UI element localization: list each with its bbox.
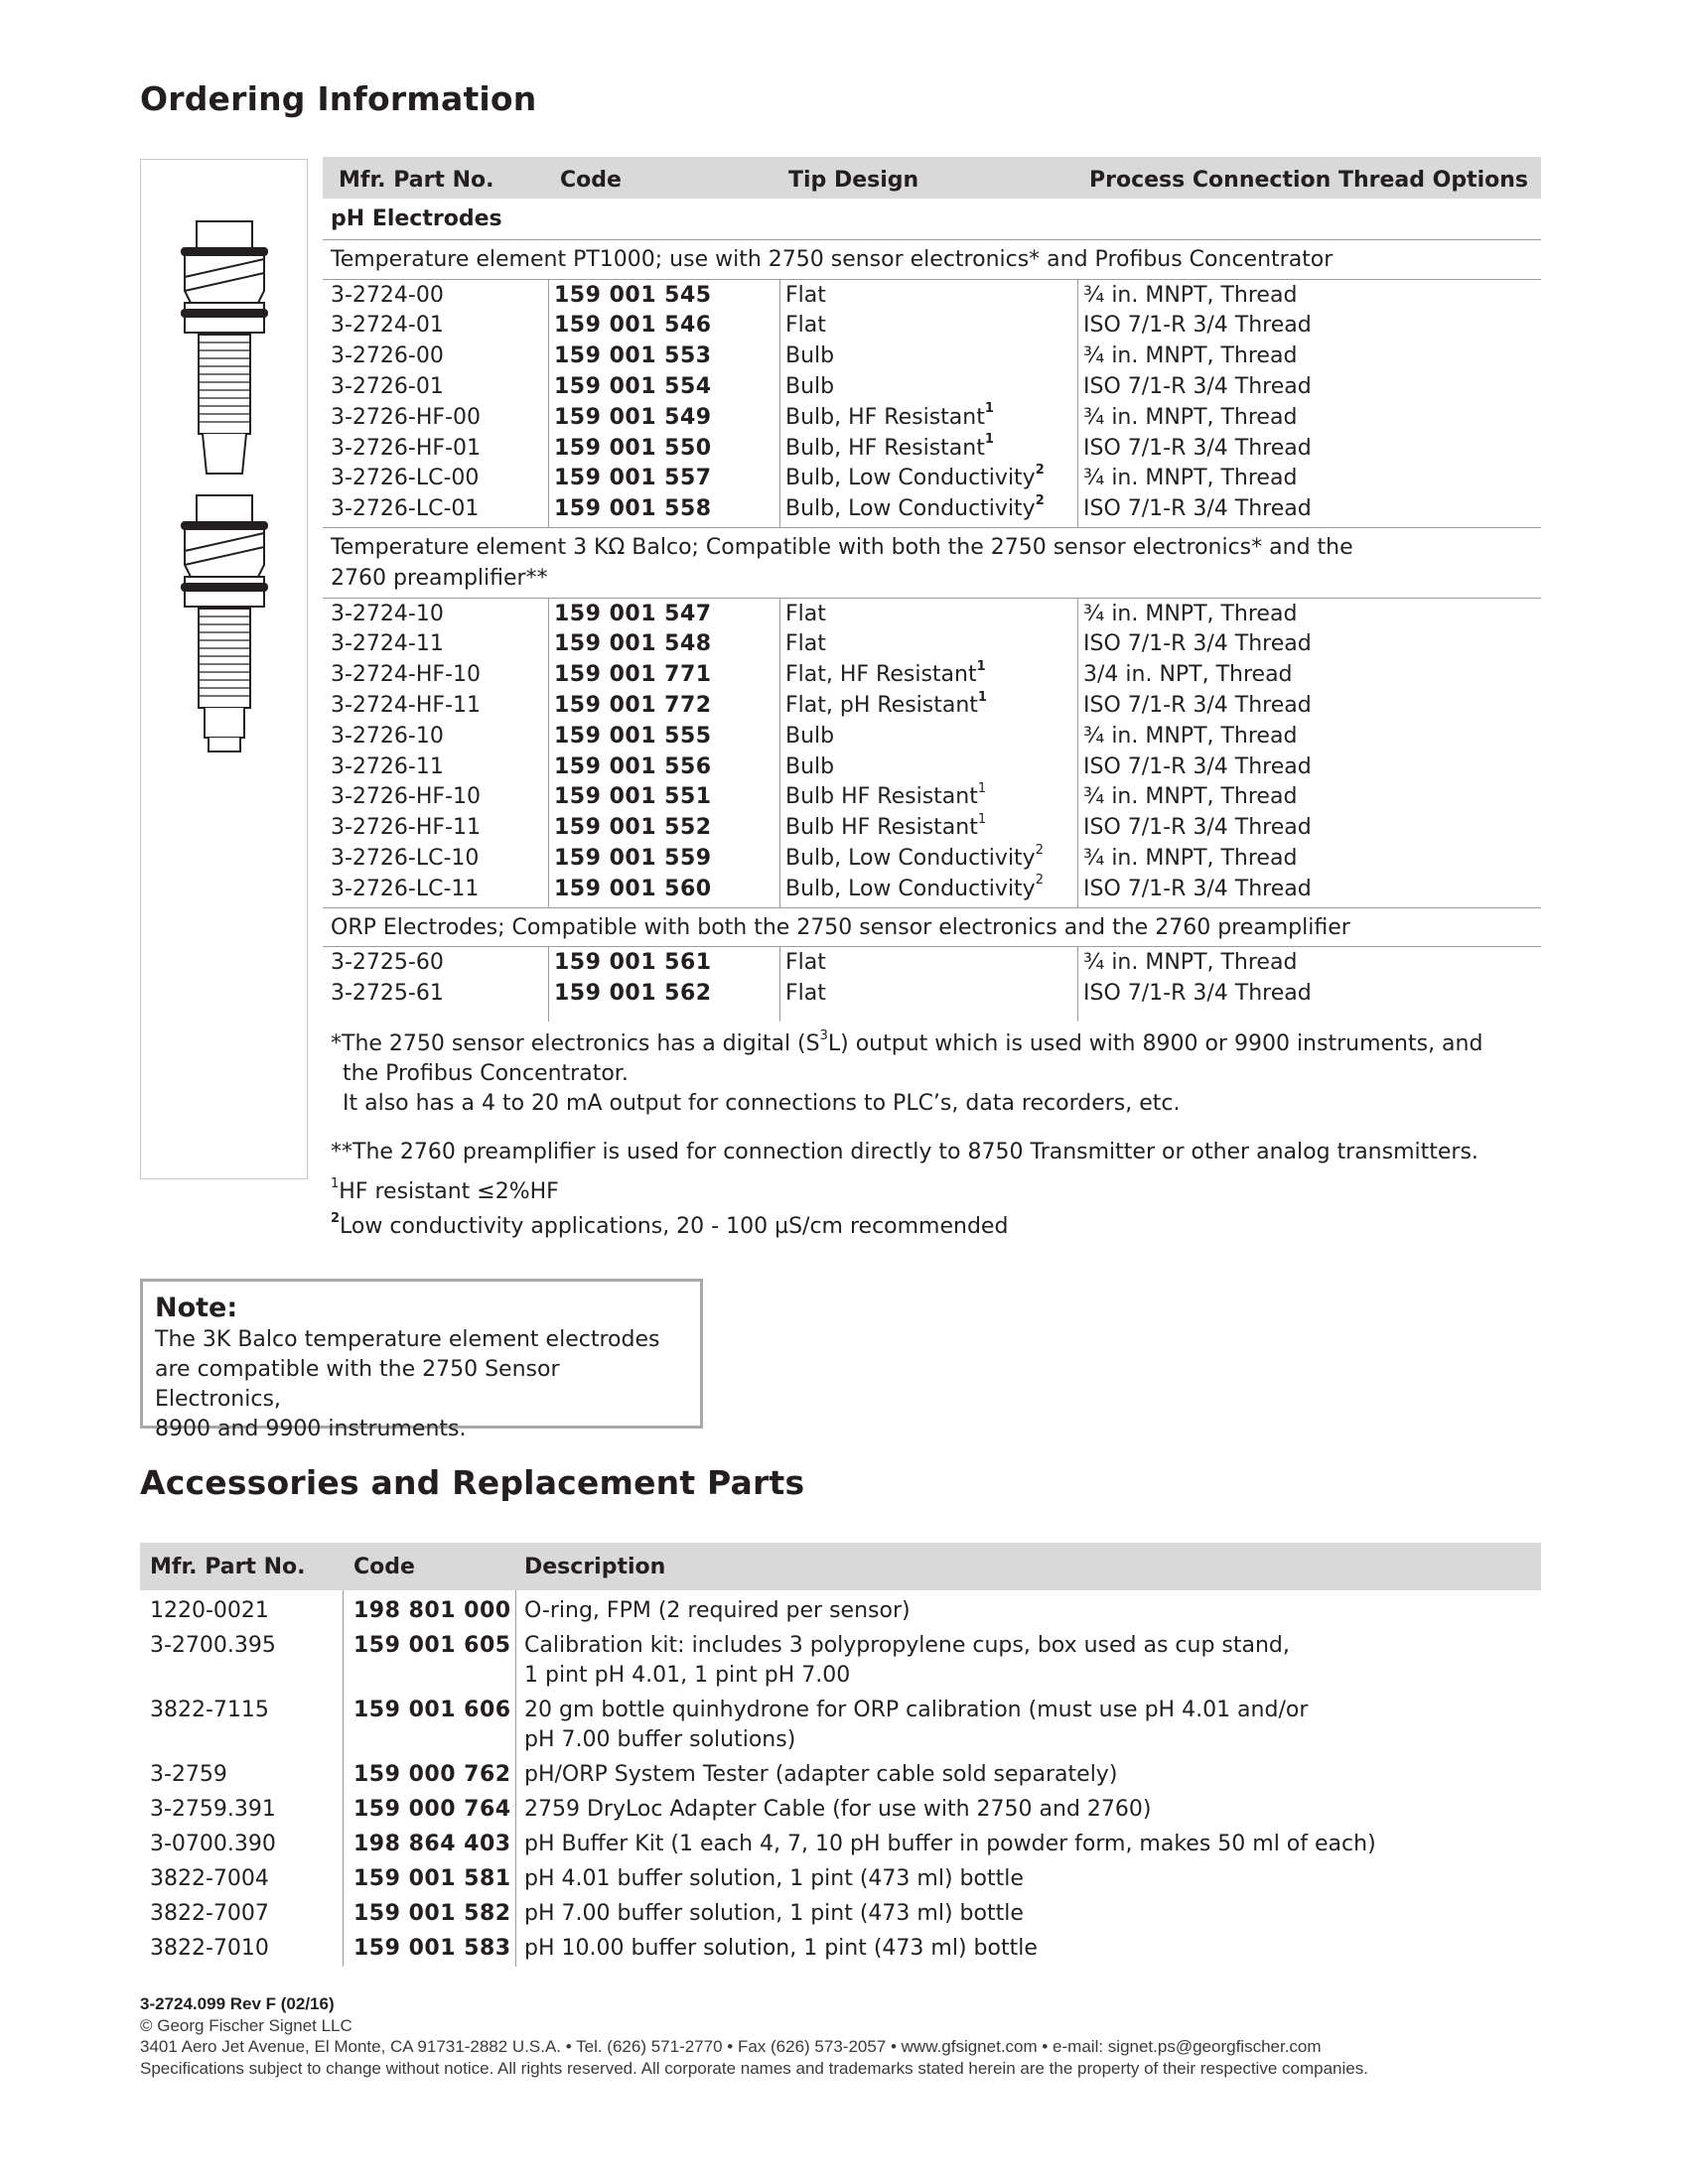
code: 159 001 605 [353, 1633, 511, 1658]
code-text: 159 001 546 [554, 313, 712, 339]
part-number [331, 844, 479, 875]
tip-design [785, 341, 834, 372]
thread-option [1083, 660, 1293, 691]
code-text: 159 001 554 [554, 373, 712, 399]
part-number-text: 3-2726-LC-10 [331, 845, 480, 871]
table-row [323, 979, 1541, 1010]
tip-design [785, 600, 826, 630]
note-line: are compatible with the 2750 Sensor Electronics, [155, 1357, 560, 1412]
part-number: 3822-7115 [150, 1698, 269, 1722]
tip-design-text: Bulb, Low Conductivity [785, 466, 1036, 491]
copyright: © Georg Fischer Signet LLC [140, 2015, 352, 2035]
code-text: 159 001 557 [554, 466, 712, 491]
part-number [331, 464, 479, 494]
part-number: 1220-0021 [150, 1598, 269, 1623]
header-code: Code [353, 1555, 415, 1579]
thread-option-text: ISO 7/1-R 3/4 Thread [1083, 435, 1312, 461]
footnote-2750 [331, 1029, 1482, 1119]
part-number: 3-0700.390 [150, 1832, 276, 1856]
accessories-title: Accessories and Replacement Parts [140, 1463, 805, 1502]
code: 159 001 606 [353, 1698, 511, 1722]
table-row [323, 434, 1541, 465]
thread-option-text: ISO 7/1-R 3/4 Thread [1083, 753, 1312, 779]
part-number-text: 3-2724-00 [331, 282, 444, 308]
table-row [140, 1828, 1541, 1862]
footnote-text: It also has a 4 to 20 mA output for connections to PLC’s, data recorders, etc. [343, 1091, 1181, 1116]
thread-option [1083, 281, 1297, 312]
table-row [323, 372, 1541, 403]
part-number [331, 629, 444, 660]
code [554, 372, 712, 403]
tip-design-text: Bulb HF Resistant [785, 815, 978, 841]
footnote-ref: 1 [977, 689, 987, 705]
code [554, 782, 712, 813]
tip-design-text: Bulb HF Resistant [785, 784, 978, 810]
part-number-text: 3-2726-00 [331, 343, 444, 369]
tip-design [785, 629, 826, 660]
section-label: ORP Electrodes; Compatible with both the 2750 sensor electronics and the 2760 preamplifier [323, 907, 1541, 948]
table-row [323, 464, 1541, 494]
revision: 3-2724.099 Rev F (02/16) [140, 1994, 335, 2013]
accessories-rows [140, 1590, 1541, 1967]
tip-design [785, 948, 826, 979]
code-text: 159 001 560 [554, 876, 712, 901]
part-number [331, 494, 479, 525]
part-number [331, 434, 481, 465]
thread-option-text: ISO 7/1-R 3/4 Thread [1083, 496, 1312, 522]
note-box [140, 1279, 703, 1441]
description-line: O-ring, FPM (2 required per sensor) [524, 1598, 911, 1623]
footnote-ref: 1 [977, 781, 987, 797]
description [524, 1696, 1517, 1755]
code-text: 159 001 550 [554, 435, 712, 461]
section-label [323, 527, 1541, 599]
table-row [323, 844, 1541, 875]
header-part-no: Mfr. Part No. [339, 168, 494, 193]
tip-design [785, 494, 1045, 525]
thread-option [1083, 722, 1297, 752]
footnote-text: Low conductivity applications, 20 - 100 µS/cm recommended [340, 1214, 1009, 1239]
thread-option-text: 3/4 in. NPT, Thread [1083, 662, 1293, 688]
category-ph-electrodes: pH Electrodes [323, 199, 1541, 240]
part-number-text: 3-2726-10 [331, 723, 444, 749]
part-number: 3-2759 [150, 1762, 227, 1787]
part-number-text: 3-2724-HF-11 [331, 692, 481, 718]
code [554, 434, 712, 465]
thread-option-text: ¾ in. MNPT, Thread [1083, 845, 1298, 871]
table-row [323, 341, 1541, 372]
footnote-ref: 2 [1035, 463, 1045, 478]
code: 159 001 583 [353, 1936, 511, 1961]
section-label-line: 2760 preamplifier** [331, 565, 548, 591]
tip-design [785, 434, 994, 465]
code-text: 159 001 771 [554, 662, 712, 688]
tip-design-text: Bulb, HF Resistant [785, 404, 985, 430]
description-line: pH Buffer Kit (1 each 4, 7, 10 pH buffer in powder form, makes 50 ml of each) [524, 1832, 1376, 1856]
code [554, 722, 712, 752]
part-number: 3822-7010 [150, 1936, 269, 1961]
part-number-text: 3-2726-HF-10 [331, 784, 481, 810]
thread-option-text: ¾ in. MNPT, Thread [1083, 343, 1298, 369]
tip-design [785, 311, 826, 341]
code-text: 159 001 559 [554, 845, 712, 871]
tip-design [785, 464, 1045, 494]
code [554, 948, 712, 979]
part-number [331, 813, 481, 844]
thread-option-text: ¾ in. MNPT, Thread [1083, 601, 1298, 626]
code-text: 159 001 553 [554, 343, 712, 369]
tip-design [785, 752, 834, 783]
part-number-text: 3-2726-11 [331, 753, 444, 779]
footnote-text: the Profibus Concentrator. [343, 1061, 629, 1086]
part-number [331, 782, 481, 813]
part-number-text: 3-2724-HF-10 [331, 662, 481, 688]
tip-design-text: Flat [785, 950, 826, 976]
table-row [323, 691, 1541, 722]
part-number [331, 660, 481, 691]
thread-option-text: ISO 7/1-R 3/4 Thread [1083, 692, 1312, 718]
part-number [331, 372, 444, 403]
tip-design [785, 813, 986, 844]
description-line: pH/ORP System Tester (adapter cable sold separately) [524, 1762, 1118, 1787]
thread-option [1083, 752, 1312, 783]
code-text: 159 001 555 [554, 723, 712, 749]
thread-option-text: ISO 7/1-R 3/4 Thread [1083, 876, 1312, 901]
code [554, 311, 712, 341]
code: 159 001 581 [353, 1866, 511, 1891]
footnote-ref: 1 [984, 432, 994, 448]
note-line: 8900 and 9900 instruments. [155, 1417, 467, 1441]
code-text: 159 001 558 [554, 496, 712, 522]
code [554, 813, 712, 844]
part-number: 3822-7007 [150, 1901, 269, 1926]
thread-option [1083, 403, 1297, 434]
table-row [140, 1758, 1541, 1793]
tip-design [785, 403, 994, 434]
table-row [323, 722, 1541, 752]
description [524, 1934, 1517, 1964]
disclaimer: Specifications subject to change without notice. All rights reserved. All corporate names and trademarks stated herein are the property of their respective companies. [140, 2058, 1368, 2078]
description-line: pH 10.00 buffer solution, 1 pint (473 ml) bottle [524, 1936, 1038, 1961]
code: 159 000 764 [353, 1797, 511, 1822]
part-number-text: 3-2726-HF-11 [331, 815, 481, 841]
page-footer [140, 1993, 1368, 2079]
part-number [331, 403, 481, 434]
table-row [323, 494, 1541, 525]
footnote-sup: 2 [331, 1210, 341, 1226]
table-row [140, 1897, 1541, 1932]
tip-design [785, 372, 834, 403]
part-number [331, 311, 444, 341]
part-number: 3822-7004 [150, 1866, 269, 1891]
description-line: 20 gm bottle quinhydrone for ORP calibration (must use pH 4.01 and/or [524, 1698, 1309, 1722]
tip-design [785, 844, 1044, 875]
tip-design-text: Bulb, Low Conductivity [785, 496, 1036, 522]
thread-option-text: ISO 7/1-R 3/4 Thread [1083, 313, 1312, 339]
thread-option [1083, 782, 1297, 813]
accessories-table [140, 1543, 1541, 1967]
footnote-text: L) output which is used with 8900 or 9900 instruments, and [827, 1031, 1483, 1056]
table-row [140, 1629, 1541, 1694]
part-number [331, 722, 444, 752]
note-line: The 3K Balco temperature element electrodes [155, 1327, 660, 1352]
note-title: Note: [155, 1293, 238, 1323]
code-text: 159 001 549 [554, 404, 712, 430]
code-text: 159 001 561 [554, 950, 712, 976]
part-number-text: 3-2724-11 [331, 631, 444, 657]
table-row [140, 1862, 1541, 1897]
part-number-text: 3-2726-LC-11 [331, 876, 480, 901]
part-number: 3-2759.391 [150, 1797, 276, 1822]
tip-design-text: Flat [785, 631, 826, 657]
tip-design [785, 875, 1044, 905]
thread-option-text: ISO 7/1-R 3/4 Thread [1083, 373, 1312, 399]
footnote-text: HF resistant ≤2%HF [339, 1179, 559, 1204]
tip-design-text: Flat [785, 981, 826, 1007]
thread-option [1083, 629, 1312, 660]
part-number [331, 979, 444, 1010]
description-line: pH 7.00 buffer solutions) [524, 1727, 796, 1752]
description [524, 1596, 1517, 1626]
footnote-hf [331, 1177, 559, 1207]
table-row [323, 403, 1541, 434]
tip-design [785, 281, 826, 312]
table-row [323, 281, 1541, 312]
tip-design-text: Flat, HF Resistant [785, 662, 977, 688]
code [554, 403, 712, 434]
tip-design-text: Flat, pH Resistant [785, 692, 978, 718]
footnote-lc [331, 1212, 1008, 1242]
tip-design-text: Flat [785, 313, 826, 339]
tip-design [785, 979, 826, 1010]
thread-option [1083, 372, 1312, 403]
thread-option-text: ¾ in. MNPT, Thread [1083, 466, 1298, 491]
thread-option-text: ¾ in. MNPT, Thread [1083, 404, 1298, 430]
part-number-text: 3-2726-01 [331, 373, 444, 399]
description [524, 1830, 1517, 1859]
description [524, 1795, 1517, 1825]
electrode-illustration [141, 160, 309, 1180]
part-number [331, 875, 479, 905]
table-row [140, 1932, 1541, 1967]
description [524, 1864, 1517, 1894]
table-row [140, 1594, 1541, 1629]
table-row [323, 782, 1541, 813]
table-row [323, 600, 1541, 630]
tip-design-text: Bulb [785, 723, 835, 749]
code [554, 660, 712, 691]
part-number-text: 3-2726-LC-01 [331, 496, 480, 522]
header-part-no: Mfr. Part No. [150, 1555, 306, 1579]
electrode-image-panel [140, 159, 308, 1179]
tip-design [785, 691, 987, 722]
footnote-2760: **The 2760 preamplifier is used for connection directly to 8750 Transmitter or other analog transmitters. [331, 1140, 1478, 1164]
footnote-ref: 1 [977, 811, 987, 827]
description-line: pH 7.00 buffer solution, 1 pint (473 ml) bottle [524, 1901, 1024, 1926]
thread-option [1083, 464, 1297, 494]
code-text: 159 001 772 [554, 692, 712, 718]
tip-design-text: Flat [785, 601, 826, 626]
part-number [331, 600, 444, 630]
ordering-table-header [323, 157, 1541, 199]
footnote-sup: 1 [331, 1175, 340, 1191]
header-tip-design: Tip Design [788, 168, 919, 193]
code [554, 875, 712, 905]
thread-option-text: ISO 7/1-R 3/4 Thread [1083, 981, 1312, 1007]
ordering-table [323, 157, 1541, 1022]
header-code: Code [560, 168, 622, 193]
code [554, 629, 712, 660]
table-row [323, 660, 1541, 691]
header-thread: Process Connection Thread Options [1089, 168, 1529, 193]
code [554, 464, 712, 494]
part-number [331, 281, 444, 312]
footnote-ref: 1 [984, 401, 994, 417]
code: 198 864 403 [353, 1832, 511, 1856]
description [524, 1899, 1517, 1929]
thread-option [1083, 813, 1312, 844]
part-number [331, 752, 444, 783]
accessories-table-header [140, 1543, 1541, 1590]
tip-design [785, 782, 986, 813]
section-rows [323, 947, 1541, 1022]
footnote-ref: 2 [1035, 873, 1044, 888]
thread-option-text: ISO 7/1-R 3/4 Thread [1083, 815, 1312, 841]
code [554, 691, 712, 722]
part-number-text: 3-2726-LC-00 [331, 466, 480, 491]
thread-option [1083, 341, 1297, 372]
tip-design-text: Bulb, HF Resistant [785, 435, 985, 461]
code [554, 844, 712, 875]
table-row [323, 629, 1541, 660]
tip-design-text: Flat [785, 282, 826, 308]
description [524, 1760, 1517, 1790]
code-text: 159 001 545 [554, 282, 712, 308]
description [524, 1631, 1517, 1691]
code [554, 600, 712, 630]
thread-option-text: ISO 7/1-R 3/4 Thread [1083, 631, 1312, 657]
part-number-text: 3-2726-HF-00 [331, 404, 481, 430]
code-text: 159 001 548 [554, 631, 712, 657]
address: 3401 Aero Jet Avenue, El Monte, CA 91731-2882 U.S.A. • Tel. (626) 571-2770 • Fax (626) 573-2057 • www.gfsignet.com • e-mail: signet.ps@georgfischer.com [140, 2037, 1322, 2056]
thread-option [1083, 979, 1312, 1010]
thread-option [1083, 844, 1297, 875]
tip-design-text: Bulb [785, 343, 835, 369]
tip-design-text: Bulb [785, 753, 835, 779]
code [554, 341, 712, 372]
part-number [331, 691, 481, 722]
footnote-ref: 2 [1035, 492, 1045, 508]
table-row [140, 1694, 1541, 1758]
table-row [323, 948, 1541, 979]
header-description: Description [524, 1555, 666, 1579]
table-row [323, 813, 1541, 844]
thread-option-text: ¾ in. MNPT, Thread [1083, 282, 1298, 308]
code: 159 000 762 [353, 1762, 511, 1787]
part-number-text: 3-2724-10 [331, 601, 444, 626]
part-number [331, 948, 444, 979]
thread-option-text: ¾ in. MNPT, Thread [1083, 950, 1298, 976]
tip-design-text: Bulb, Low Conductivity [785, 876, 1036, 901]
code-text: 159 001 552 [554, 815, 712, 841]
part-number-text: 3-2725-61 [331, 981, 444, 1007]
thread-option [1083, 948, 1297, 979]
part-number-text: 3-2725-60 [331, 950, 444, 976]
section-label-line: Temperature element 3 KΩ Balco; Compatible with both the 2750 sensor electronics* and the [331, 534, 1353, 560]
code: 159 001 582 [353, 1901, 511, 1926]
footnote-ref: 2 [1035, 842, 1044, 858]
description-line: pH 4.01 buffer solution, 1 pint (473 ml) bottle [524, 1866, 1024, 1891]
thread-option [1083, 311, 1312, 341]
code [554, 494, 712, 525]
ordering-title: Ordering Information [140, 79, 537, 118]
code-text: 159 001 547 [554, 601, 712, 626]
tip-design-text: Bulb, Low Conductivity [785, 845, 1036, 871]
code-text: 159 001 562 [554, 981, 712, 1007]
tip-design [785, 660, 986, 691]
tip-design-text: Bulb [785, 373, 835, 399]
part-number-text: 3-2726-HF-01 [331, 435, 481, 461]
section-label: Temperature element PT1000; use with 2750 sensor electronics* and Profibus Concentrator [323, 240, 1541, 280]
footnote-ref: 1 [976, 658, 986, 674]
description-line: 1 pint pH 4.01, 1 pint pH 7.00 [524, 1663, 851, 1688]
table-row [140, 1793, 1541, 1828]
code [554, 752, 712, 783]
description-line: Calibration kit: includes 3 polypropylene cups, box used as cup stand, [524, 1633, 1290, 1658]
table-row [323, 875, 1541, 905]
thread-option [1083, 600, 1297, 630]
code [554, 281, 712, 312]
table-row [323, 752, 1541, 783]
part-number [331, 341, 444, 372]
thread-option [1083, 494, 1312, 525]
code [554, 979, 712, 1010]
thread-option [1083, 875, 1312, 905]
thread-option [1083, 434, 1312, 465]
footnote-text: *The 2750 sensor electronics has a digital (S [331, 1031, 820, 1056]
part-number: 3-2700.395 [150, 1633, 276, 1658]
thread-option-text: ¾ in. MNPT, Thread [1083, 723, 1298, 749]
thread-option [1083, 691, 1312, 722]
tip-design [785, 722, 834, 752]
thread-option-text: ¾ in. MNPT, Thread [1083, 784, 1298, 810]
footnote-sup: 3 [819, 1027, 828, 1043]
section-rows [323, 599, 1541, 907]
description-line: 2759 DryLoc Adapter Cable (for use with 2750 and 2760) [524, 1797, 1152, 1822]
part-number-text: 3-2724-01 [331, 313, 444, 339]
section-rows [323, 280, 1541, 527]
code: 198 801 000 [353, 1598, 511, 1623]
table-row [323, 311, 1541, 341]
code-text: 159 001 556 [554, 753, 712, 779]
code-text: 159 001 551 [554, 784, 712, 810]
